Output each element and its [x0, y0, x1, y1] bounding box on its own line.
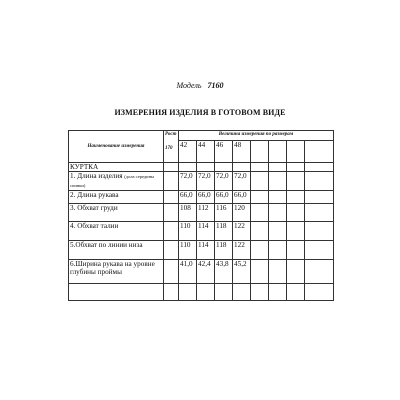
table-row	[69, 222, 334, 241]
measurement-name	[69, 172, 164, 191]
measurement-label: 1. Длина изделия	[70, 172, 123, 180]
empty-cell	[179, 284, 197, 301]
value-size-44: 42,4	[197, 260, 215, 284]
empty-cell	[269, 191, 287, 204]
empty-cell	[269, 241, 287, 260]
empty-cell	[305, 204, 334, 222]
value-size-42: 72,0	[179, 172, 197, 191]
empty-cell	[164, 260, 179, 284]
value-size-42: 110	[179, 222, 197, 241]
empty-cell	[269, 172, 287, 191]
value-size-48: 122	[233, 222, 251, 241]
value-size-44: 72,0	[197, 172, 215, 191]
value-size-42: 41,0	[179, 260, 197, 284]
empty-cell	[287, 172, 305, 191]
empty-cell	[305, 284, 334, 301]
empty-cell	[251, 284, 269, 301]
value-size-44: 114	[197, 222, 215, 241]
value-size-46: 72,0	[215, 172, 233, 191]
value-size-48: 66,0	[233, 191, 251, 204]
empty-cell	[305, 163, 334, 172]
empty-cell	[287, 241, 305, 260]
empty-cell	[269, 222, 287, 241]
empty-cell	[197, 163, 215, 172]
table-row	[69, 260, 334, 284]
model-number: 7160	[207, 81, 224, 90]
value-size-46: 118	[215, 241, 233, 260]
header-row-1	[69, 131, 334, 141]
empty-cell	[251, 204, 269, 222]
value-size-48: 120	[233, 204, 251, 222]
empty-cell	[164, 163, 179, 172]
empty-cell	[233, 284, 251, 301]
empty-cell	[69, 284, 164, 301]
empty-cell	[269, 260, 287, 284]
empty-cell	[305, 241, 334, 260]
model-line	[0, 81, 400, 90]
value-size-42: 66,0	[179, 191, 197, 204]
empty-cell	[287, 260, 305, 284]
empty-cell	[287, 222, 305, 241]
empty-cell	[215, 163, 233, 172]
empty-cell	[164, 241, 179, 260]
measurement-name: 3. Обхват груди	[69, 204, 164, 222]
empty-cell	[269, 204, 287, 222]
value-size-44: 114	[197, 241, 215, 260]
measurement-name: 6.Ширина рукава на уровне глубины проймы	[69, 260, 164, 284]
table-row	[69, 191, 334, 204]
empty-cell	[251, 191, 269, 204]
empty-cell	[251, 241, 269, 260]
height-value: 170	[165, 146, 173, 151]
height-column-header	[164, 131, 179, 163]
size-44: 44	[197, 141, 215, 163]
empty-cell	[197, 284, 215, 301]
size-48: 48	[233, 141, 251, 163]
size-42: 42	[179, 141, 197, 163]
measurement-name: 2. Длина рукава	[69, 191, 164, 204]
value-size-46: 118	[215, 222, 233, 241]
value-size-46: 66,0	[215, 191, 233, 204]
measurements-table	[68, 130, 334, 301]
empty-cell	[251, 172, 269, 191]
empty-cell	[287, 191, 305, 204]
section-row	[69, 163, 334, 172]
value-size-46: 43,8	[215, 260, 233, 284]
empty-cell	[233, 163, 251, 172]
empty-cell	[287, 204, 305, 222]
empty-row	[69, 284, 334, 301]
empty-cell	[269, 163, 287, 172]
empty-cell	[251, 260, 269, 284]
value-size-44: 112	[197, 204, 215, 222]
empty-cell	[287, 141, 305, 163]
empty-cell	[305, 191, 334, 204]
value-size-42: 110	[179, 241, 197, 260]
empty-cell	[269, 284, 287, 301]
section-label: КУРТКА	[69, 163, 164, 172]
table-row	[69, 204, 334, 222]
empty-cell	[305, 222, 334, 241]
value-size-48: 72,0	[233, 172, 251, 191]
empty-cell	[251, 163, 269, 172]
value-size-42: 108	[179, 204, 197, 222]
empty-cell	[251, 222, 269, 241]
sizes-header: Величина измерения по размерам	[179, 131, 334, 141]
measurement-note: (дола середины спинки)	[70, 174, 155, 188]
empty-cell	[269, 141, 287, 163]
empty-cell	[305, 141, 334, 163]
empty-cell	[179, 163, 197, 172]
model-label: Модель	[176, 81, 202, 90]
empty-cell	[164, 204, 179, 222]
empty-cell	[305, 260, 334, 284]
empty-cell	[287, 284, 305, 301]
name-column-header: Наименование измерения	[69, 131, 164, 163]
empty-cell	[164, 172, 179, 191]
size-46: 46	[215, 141, 233, 163]
empty-cell	[164, 222, 179, 241]
value-size-48: 122	[233, 241, 251, 260]
empty-cell	[164, 284, 179, 301]
value-size-46: 116	[215, 204, 233, 222]
measurement-name: 4. Обхват талии	[69, 222, 164, 241]
empty-cell	[215, 284, 233, 301]
empty-cell	[251, 141, 269, 163]
empty-cell	[305, 172, 334, 191]
empty-cell	[164, 191, 179, 204]
value-size-44: 66,0	[197, 191, 215, 204]
value-size-48: 45,2	[233, 260, 251, 284]
measurement-name: 5.Обхват по линии низа	[69, 241, 164, 260]
height-label: Рост	[165, 132, 177, 137]
empty-cell	[287, 163, 305, 172]
table-row	[69, 172, 334, 191]
document-title: ИЗМЕРЕНИЯ ИЗДЕЛИЯ В ГОТОВОМ ВИДЕ	[114, 108, 286, 117]
table-row	[69, 241, 334, 260]
